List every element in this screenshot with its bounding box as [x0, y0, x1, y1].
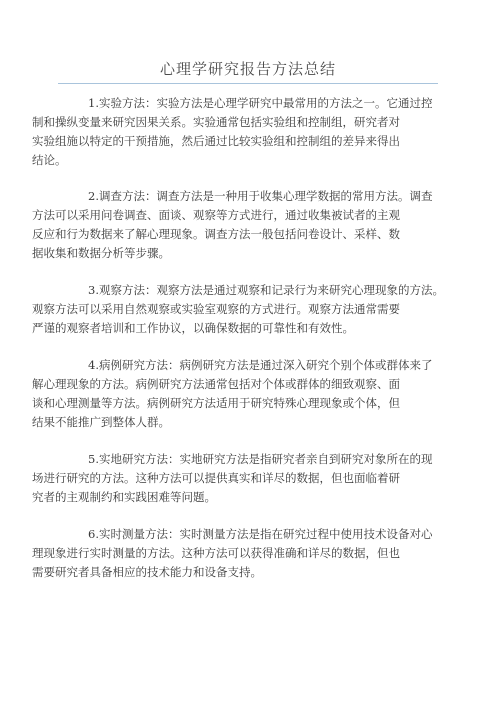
paragraph-line: 制和操纵变量来研究因果关系。实验通常包括实验组和控制组，研究者对: [32, 115, 400, 129]
page-title: 心理学研究报告方法总结: [159, 60, 336, 78]
paragraph-line: 5.实地研究方法：实地研究方法是指研究者亲自到研究对象所在的现: [88, 452, 433, 466]
paragraph-line: 解心理现象的方法。病例研究方法通常包括对个体或群体的细致观察、面: [32, 377, 400, 391]
paragraph-field-study-method: [32, 450, 464, 507]
paragraph-line: 方法可以采用问卷调查、面谈、观察等方式进行，通过收集被试者的主观: [32, 208, 400, 222]
paragraph-line: 谈和心理测量等方法。病例研究方法适用于研究特殊心理现象或个体，但: [32, 396, 400, 410]
paragraph-line: 场进行研究的方法。这种方法可以提供真实和详尽的数据，但也面临着研: [32, 471, 400, 485]
paragraph-line: 据收集和数据分析等步骤。: [32, 246, 170, 260]
paragraph-line: 理现象进行实时测量的方法。这种方法可以获得准确和详尽的数据，但也: [32, 546, 400, 560]
paragraph-line: 需要研究者具备相应的技术能力和设备支持。: [32, 565, 262, 579]
paragraph-line: 1.实验方法：实验方法是心理学研究中最常用的方法之一。它通过控: [88, 96, 433, 110]
paragraph-line: 究者的主观制约和实践困难等问题。: [32, 490, 216, 504]
paragraph-line: 反应和行为数据来了解心理现象。调查方法一般包括问卷设计、采样、数: [32, 227, 400, 241]
paragraph-line: 2.调查方法：调查方法是一种用于收集心理学数据的常用方法。调查: [88, 189, 433, 203]
paragraph-experimental-method: [32, 94, 464, 170]
paragraph-line: 结果不能推广到整体人群。: [32, 415, 170, 429]
paragraph-line: 3.观察方法：观察方法是通过观察和记录行为来研究心理现象的方法。: [88, 283, 444, 297]
paragraph-line: 实验组施以特定的干预措施，然后通过比较实验组和控制组的差异来得出: [32, 134, 400, 148]
paragraph-case-study-method: [32, 356, 464, 432]
paragraph-line: 6.实时测量方法：实时测量方法是指在研究过程中使用技术设备对心: [88, 527, 433, 541]
paragraph-line: 结论。: [32, 153, 67, 167]
paragraph-realtime-measurement-method: [32, 525, 464, 582]
paragraph-line: 观察方法可以采用自然观察或实验室观察的方式进行。观察方法通常需要: [32, 302, 400, 316]
paragraph-line: 严谨的观察者培训和工作协议，以确保数据的可靠性和有效性。: [32, 321, 354, 335]
paragraph-survey-method: [32, 187, 464, 263]
paragraph-observation-method: [32, 281, 464, 338]
paragraph-line: 4.病例研究方法：病例研究方法是通过深入研究个别个体或群体来了: [88, 358, 433, 372]
title-underline: [58, 83, 438, 84]
